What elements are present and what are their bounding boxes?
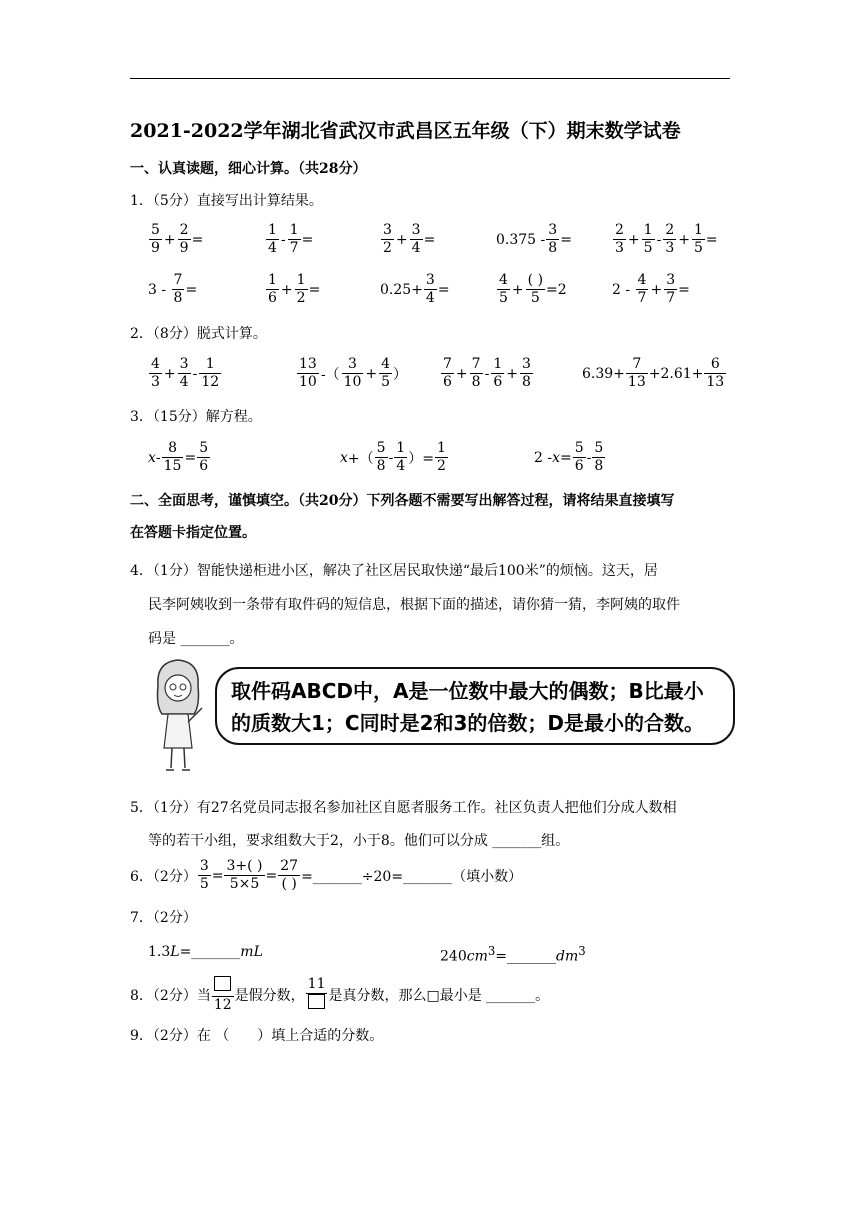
q1-expr-2: $\frac{1}{4}$ - $\frac{1}{7}$ = bbox=[268, 222, 314, 256]
q1-expr-3: $\frac{3}{2}$ + $\frac{3}{4}$ = bbox=[383, 222, 436, 256]
q2-expr-4: 6.39+ $\frac{7}{13}$ +2.61+ $\frac{6}{13}$ bbox=[582, 356, 725, 390]
q7-label: 7．（2分） bbox=[130, 910, 197, 926]
q1-expr-10: 2 - $\frac{4}{7}$ + $\frac{3}{7}$ = bbox=[612, 272, 690, 306]
q1-expr-8: 0.25+ $\frac{3}{4}$ = bbox=[380, 272, 450, 306]
q1-expr-6: 3 - $\frac{7}{8}$ = bbox=[148, 272, 198, 306]
q5-text-line-2: 等的若干小组，要求组数大于2，小于8。他们可以分成 _______组。 bbox=[148, 833, 570, 849]
page-title: 2021-2022学年湖北省武汉市武昌区五年级（下）期末数学试卷 bbox=[130, 120, 681, 142]
q2-label: 2．（8分）脱式计算。 bbox=[130, 326, 267, 342]
q8-expression: 8．（2分）当 12 是假分数， 11 是真分数，那么□最小是 _______。 bbox=[130, 976, 550, 1013]
section-2-heading-cont: 在答题卡指定位置。 bbox=[130, 525, 256, 541]
speech-bubble bbox=[215, 667, 735, 745]
q7-blank-1: 1.3L=_______mL bbox=[148, 944, 263, 960]
q2-expr-2: $\frac{13}{10}$ -（ $\frac{3}{10}$ + $\frac{4}{5}$ ） bbox=[299, 356, 408, 390]
q9-label: 9．（2分）在 （ ）填上合适的分数。 bbox=[130, 1028, 384, 1044]
section-1-heading: 一、认真读题，细心计算。（共28分） bbox=[130, 161, 367, 177]
q3-label: 3．（15分）解方程。 bbox=[130, 409, 262, 425]
q1-label: 1．（5分）直接写出计算结果。 bbox=[130, 193, 323, 209]
q4-text-line-3: 码是 _______。 bbox=[148, 631, 244, 647]
q1-expr-4: 0.375 - $\frac{3}{8}$ = bbox=[496, 222, 572, 256]
q5-text-line-1: 5．（1分）有27名党员同志报名参加社区自愿者服务工作。社区负责人把他们分成人数相 bbox=[130, 800, 677, 816]
q1-expr-7: $\frac{1}{6}$ + $\frac{1}{2}$ = bbox=[268, 272, 321, 306]
section-2-heading: 二、全面思考，谨慎填空。（共20分）下列各题不需要写出解答过程，请将结果直接填写 bbox=[130, 493, 675, 509]
q4-text-line-2: 民李阿姨收到一条带有取件码的短信息，根据下面的描述，请你猜一猜，李阿姨的取件 bbox=[148, 597, 680, 613]
q1-expr-9: $\frac{4}{5}$ + $\frac{( )}{5}$ =2 bbox=[499, 272, 567, 306]
q3-equation-1: x - $\frac{8}{15}$ = $\frac{5}{6}$ bbox=[148, 440, 209, 474]
bubble-line-2: 的质数大1；C同时是2和3的倍数；D是最小的合数。 bbox=[231, 711, 705, 735]
q2-expr-1: $\frac{4}{3}$ + $\frac{3}{4}$ - $\frac{1}{12}$ bbox=[151, 356, 220, 390]
q7-blank-2: $240cm^3=\_\_\_\_\_\_\_dm^3$ bbox=[440, 944, 586, 965]
q6-expression: 6．（2分） $\frac{3}{5}$ = $\frac{3+( )}{5\times 5}$ = $\frac{27}{( )}$ =_______÷20=_______（填小数） bbox=[130, 858, 523, 892]
q3-equation-2: x +（ $\frac{5}{8}$ - $\frac{1}{4}$ ）= $\frac{1}{2}$ bbox=[340, 440, 446, 474]
girl-illustration-icon bbox=[148, 656, 208, 776]
empty-box-icon bbox=[214, 976, 231, 991]
bubble-line-1: 取件码ABCD中，A是一位数中最大的偶数；B比最小 bbox=[231, 679, 704, 703]
q4-text-line-1: 4．（1分）智能快递柜进小区，解决了社区居民取快递“最后100米”的烦恼。这天，居 bbox=[130, 563, 658, 579]
empty-box-icon bbox=[308, 994, 325, 1009]
q1-expr-1: $\frac{5}{9}$ + $\frac{2}{9}$ = bbox=[151, 222, 204, 256]
q1-expr-5: $\frac{2}{3}$ + $\frac{1}{5}$ - $\frac{2}{3}$ + $\frac{1}{5}$ = bbox=[615, 222, 718, 256]
q3-equation-3: 2 - x = $\frac{5}{6}$ - $\frac{5}{8}$ bbox=[534, 440, 604, 474]
q2-expr-3: $\frac{7}{6}$ + $\frac{7}{8}$ - $\frac{1}{6}$ + $\frac{3}{8}$ bbox=[443, 356, 531, 390]
header-rule bbox=[130, 78, 730, 79]
